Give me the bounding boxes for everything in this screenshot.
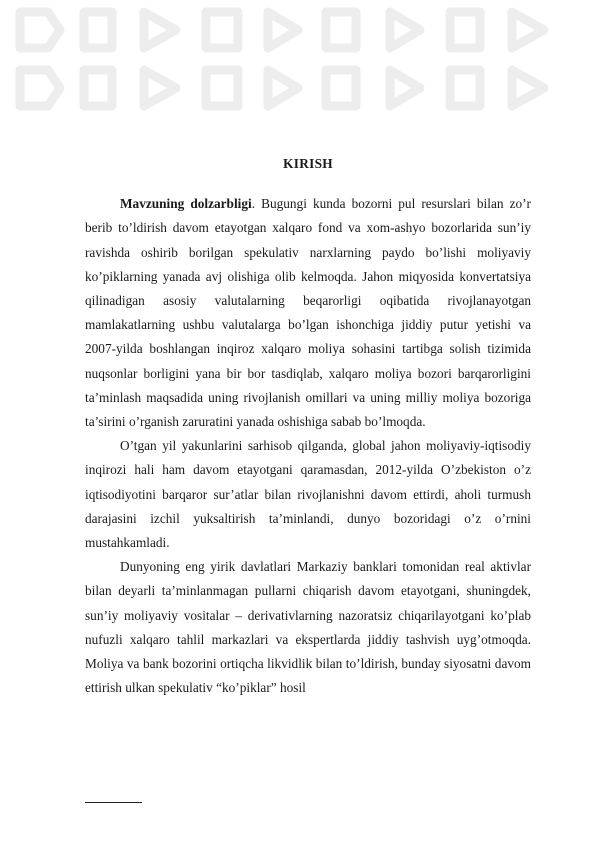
page-title: KIRISH (283, 156, 333, 171)
footnote-separator (85, 802, 142, 803)
paragraph-text: O’tgan yil yakunlarini sarhisob qilganda, global jahon moliyaviy-iqtisodiy inqirozi hali ham davom etayotgani qaramasdan, 2012-yilda O’zbekiston o’z iqtisodiyotini barqaror sur’atlar bilan rivojlanishni davom ettirdi, aholi turmush darajasini izchil yuksaltirish ta’minlandi, dunyo bozoridagi o’z o’rnini mustahkamladi. (85, 438, 531, 551)
paragraph-results (85, 434, 531, 555)
paragraph-text: Dunyoning eng yirik davlatlari Markaziy banklari tomonidan real aktivlar bilan deyarli ta’minlanmagan pullarni chiqarish davom etayotgani, shuningdek, sun’iy moliyaviy vositalar – derivativlarning nazoratsiz chiqarilayotgani ko’plab nufuzli xalqaro tahlil markazlari va ekspertlarda jiddiy tashvish uyg’otmoqda. Moliya va bank bozorini ortiqcha likvidlik bilan to’ldirish, bunday siyosatni davom ettirish ulkan spekulativ “ko’piklar” hosil (85, 559, 531, 696)
paragraph-lead: Mavzuning dolzarbligi (120, 196, 252, 212)
paragraph-central-banks (85, 555, 531, 700)
paragraph-relevance (85, 192, 531, 434)
paragraph-text: . Bugungi kunda bozorni pul resurslari bilan zo’r berib to’ldirish davom etayotgan xalqaro fond va xom-ashyo bozorlarida sun’iy ravishda oshirib borilgan spekulativ narxlarning paydo bo’lishi moliyaviy ko’piklarning yanada avj olishiga olib kelmoqda. Jahon miqyosida konvertatsiya qilinadigan asosiy valutalarning beqarorligi oqibatida rivojlanayotgan mamlakatlarning ushbu valutalarga bo’lgan ishonchiga jiddiy putur yetishi va 2007-yilda boshlangan inqiroz xalqaro moliya sohasini tartibga solish tizimida nuqsonlar borligini yana bir bor tasdiqlab, xalqaro moliya bozori barqarorligini ta’minlash maqsadida uning rivojlanish omillari va uning milliy moliya bozoriga ta’sirini o’rganish zaruratini yanada oshishiga sabab bo’lmoqda. (85, 196, 531, 430)
document-body (85, 152, 531, 700)
